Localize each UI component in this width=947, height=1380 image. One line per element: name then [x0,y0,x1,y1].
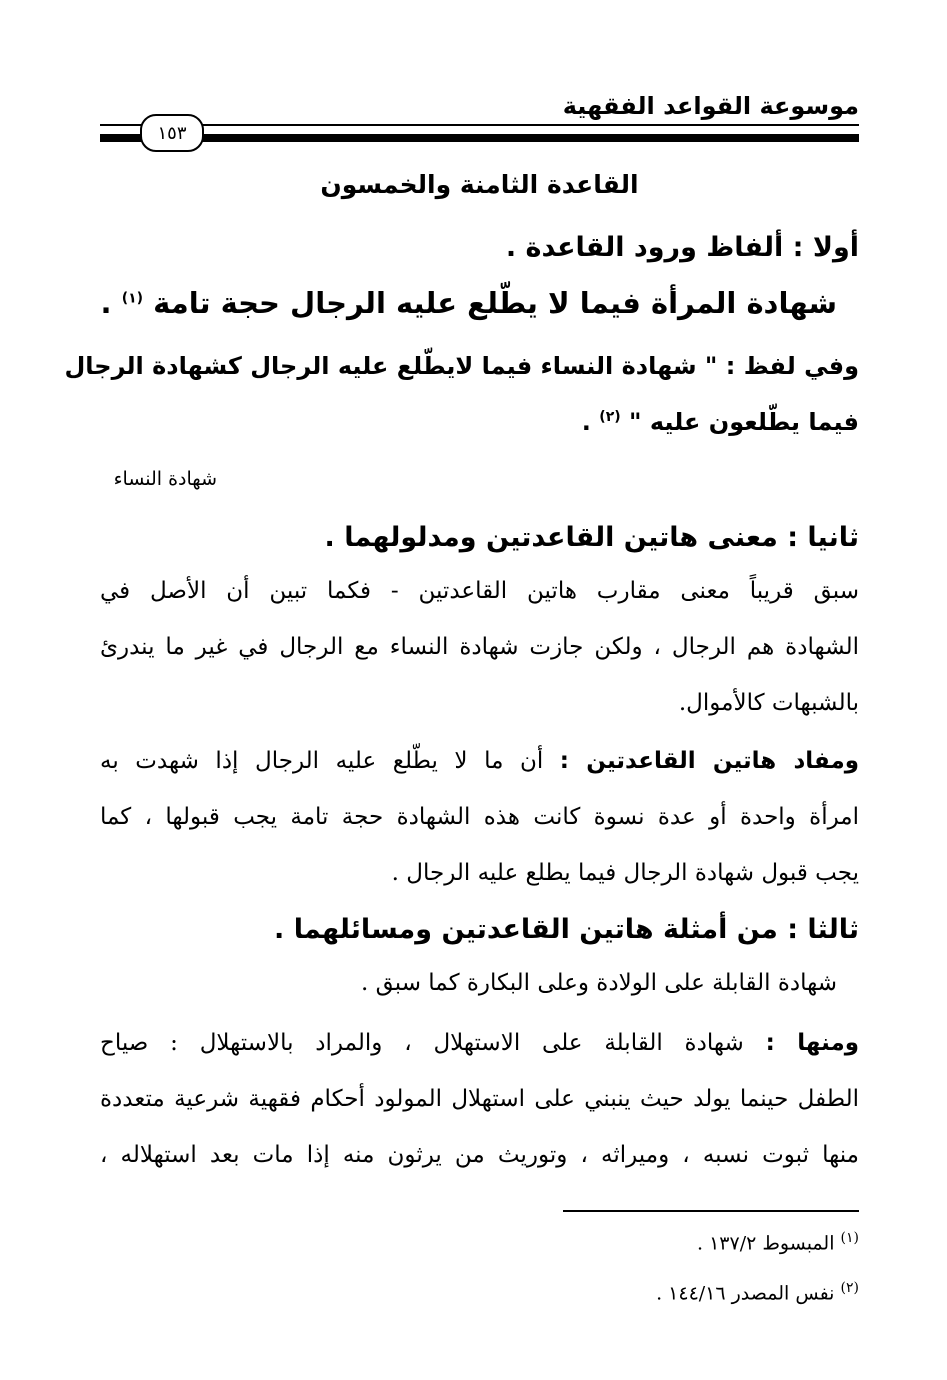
variant-line-2-text: فيما يطّلعون عليه " [629,408,859,436]
section3-p2-line1-text: شهادة القابلة على الاستهلال ، والمراد بالاستهلال : صياح [100,1030,744,1056]
rule-title: القاعدة الثامنة والخمسون [320,170,639,199]
book-title: موسوعة القواعد الفقهية [562,92,859,120]
rule-statement-end: . [100,286,112,320]
footnote-1 [697,1230,859,1254]
rule-statement-text: شهادة المرأة فيما لا يطّلع عليه الرجال حجة تامة [153,286,837,320]
page-number: ١٥٣ [140,114,204,152]
section2-p2-line3: يجب قبول شهادة الرجال فيما يطلع عليه الرجال . [391,860,859,886]
side-label: شهادة النساء [113,468,217,490]
section3-p2-line3: منها ثبوت نسبه ، وميراثه ، وتوريث من يرثون منه إذا مات بعد استهلاله ، [100,1142,859,1168]
section3-p1: شهادة القابلة على الولادة وعلى البكارة كما سبق . [360,970,837,996]
section3-heading: ثالثا : من أمثلة هاتين القاعدتين ومسائلهما . [274,914,859,945]
section2-p2-line1 [100,748,859,774]
footnote-2 [656,1280,859,1304]
header-rule-thick [100,134,859,142]
footnote-2-number: (٢) [840,1280,859,1296]
section2-p1-line3: بالشبهات كالأموال. [678,690,859,716]
section3-p2-line2: الطفل حينما يولد حيث ينبني على استهلال المولود أحكام فقهية شرعية متعددة [100,1086,859,1112]
rule-statement [101,286,837,320]
section2-p2-line1-text: أن ما لا يطّلع عليه الرجال إذا شهدت به [100,748,544,774]
variant-line-2-end: . [581,408,591,436]
variant-line-1: وفي لفظ : " شهادة النساء فيما لايطّلع عليه الرجال كشهادة الرجال [64,352,859,380]
section3-p2-lead: ومنها : [765,1030,860,1056]
footnote-1-number: (١) [840,1230,859,1246]
footnote-ref-1: (١) [121,290,144,307]
footnote-1-text: المبسوط ١٣٧/٢ . [696,1232,835,1255]
header-rule-thin [100,124,859,126]
footnote-ref-2: (٢) [599,409,621,425]
section2-p1-line2: الشهادة هم الرجال ، ولكن جازت شهادة النساء مع الرجال في غير ما يندرئ [100,634,859,660]
section3-p2-line1 [100,1030,859,1056]
section2-p2-lead: ومفاد هاتين القاعدتين : [559,748,859,774]
section2-heading: ثانيا : معنى هاتين القاعدتين ومدلولهما . [324,522,859,553]
section1-heading: أولا : ألفاظ ورود القاعدة . [505,232,859,263]
variant-line-2 [582,408,859,436]
footnote-separator [563,1210,859,1212]
section2-p1-line1: سبق قريباً معنى مقارب هاتين القاعدتين - فكما تبين أن الأصل في [100,578,859,604]
section2-p2-line2: امرأة واحدة أو عدة نسوة كانت هذه الشهادة حجة تامة يجب قبولها ، كما [100,804,859,830]
footnote-2-text: نفس المصدر ١٤٤/١٦ . [656,1282,835,1305]
